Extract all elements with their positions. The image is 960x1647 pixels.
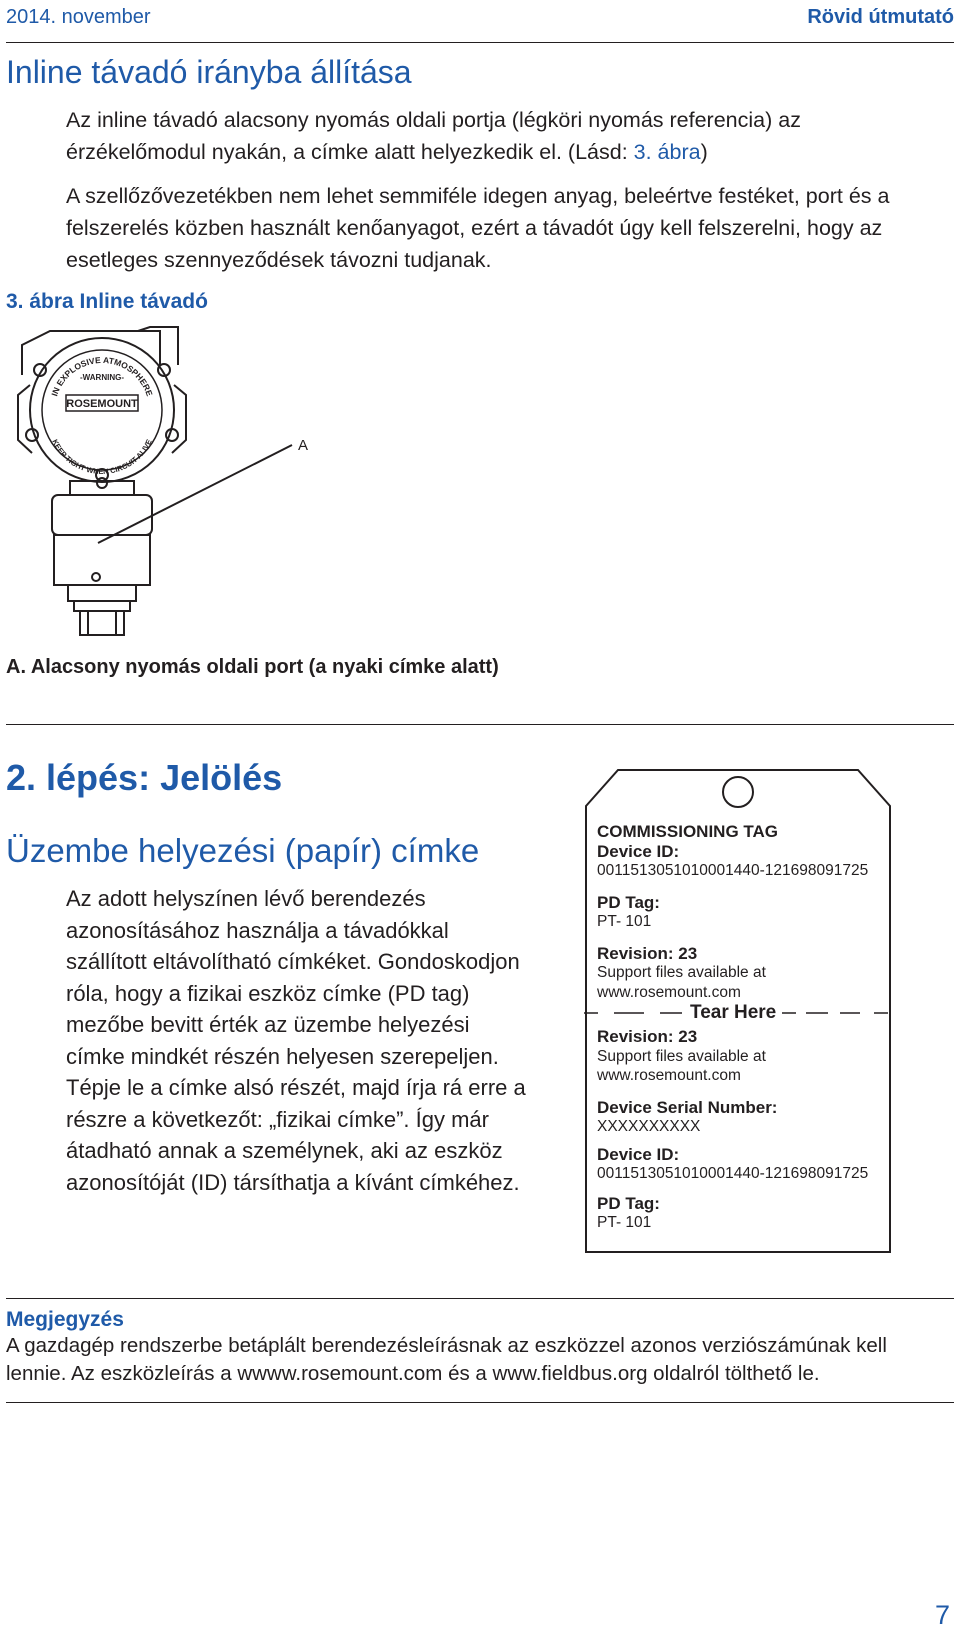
commissioning-tag-bottom (597, 1027, 889, 1233)
tag-support-b-line-2: www.rosemount.com (597, 1067, 741, 1084)
note-bottom-rule (6, 1402, 954, 1403)
housing-text-warning: -WARNING- (80, 373, 124, 382)
note-top-rule (6, 1298, 954, 1299)
tag-serial-label: Device Serial Number: (597, 1097, 778, 1117)
tag-revision: Revision: 23 (597, 943, 698, 963)
note-text: A gazdagép rendszerbe betáplált berendezésleírásnak az eszközzel azonos verziószámúnak kell lennie. Az eszközleírás a wwww.rosemount.com és a www.fieldbus.org oldalról tölthető le. (6, 1334, 887, 1385)
tag-revision-b: Revision: 23 (597, 1027, 698, 1046)
tag-support-b-line-1: Support files available at (597, 1047, 766, 1065)
tag-hole (723, 777, 753, 807)
tag-device-id-label: Device ID: (597, 841, 680, 861)
housing-text-top: IN EXPLOSIVE ATMOSPHERE (49, 354, 155, 398)
commissioning-tag (597, 822, 889, 1002)
inline-transmitter-figure (10, 325, 370, 655)
section-paragraph-2: A szellőzővezetékben nem lehet semmiféle idegen anyag, beleértve festéket, port és a felszerelés közben használt kenőanyagot, ezért a távadót úgy kell felszerelni, hogy az esetleges szennyeződések távozni tudjanak. (66, 184, 890, 272)
tag-title: COMMISSIONING TAG (597, 822, 779, 841)
tag-device-id-b: 0011513051010001440-121698091725 (597, 1165, 869, 1182)
step-subtitle: Üzembe helyezési (papír) címke (6, 832, 480, 869)
tag-pd-tag-label-b: PD Tag: (597, 1193, 660, 1213)
header-date: 2014. november (6, 6, 151, 28)
section-paragraph-1 (66, 104, 946, 168)
housing-top-right-lug (138, 327, 178, 365)
tag-device-id: 0011513051010001440-121698091725 (597, 862, 869, 879)
housing-text-bottom: KEEP TIGHT WHEN CIRCUIT ALIVE (50, 437, 154, 477)
tag-device-id-label-b: Device ID: (597, 1144, 680, 1164)
tag-serial: XXXXXXXXXX (597, 1118, 701, 1135)
housing-brand-label: ROSEMOUNT (66, 398, 138, 410)
header-rule (6, 42, 954, 43)
tag-tear-here: Tear Here (690, 1002, 777, 1023)
section-rule (6, 724, 954, 725)
header-doc-type: Rövid útmutató (807, 6, 954, 28)
step-body-text: Az adott helyszínen lévő berendezés azonosításához használja a távadókkal szállított eltávolítható címkéket. Gondoskodjon róla, hogy a fizikai eszköz címke (PD tag) mezőbe bevitt érték az üzembe helyezési címke mindkét részén helyesen szerepeljen. Tépje le a címke alsó részét, majd írja rá erre a részre a következőt: „fizikai címke”. Így már átadható annak a személynek, aki az eszköz azonosítóját (ID) társíthatja a kívánt címkéhez. (66, 886, 526, 1195)
paragraph-1-end: ) (700, 140, 708, 164)
paragraph-1-text: Az inline távadó alacsony nyomás oldali portja (légköri nyomás referencia) az érzékelőmodul nyakán, a címke alatt helyezkedik el. (Lásd: (66, 108, 801, 164)
figure-caption: 3. ábra Inline távadó (6, 290, 208, 313)
tag-pd-tag: PT- 101 (597, 913, 652, 930)
note-title: Megjegyzés (6, 1308, 124, 1331)
step-title: 2. lépés: Jelölés (6, 757, 283, 798)
callout-letter: A (298, 437, 309, 454)
page-number: 7 (934, 1600, 950, 1630)
figure-reference-link[interactable]: 3. ábra (633, 140, 701, 164)
tag-support-line-2: www.rosemount.com (597, 983, 741, 1001)
tag-pd-tag-label: PD Tag: (597, 892, 660, 912)
tag-pd-tag-b: PT- 101 (597, 1214, 652, 1231)
section-title: Inline távadó irányba állítása (6, 54, 412, 90)
tag-support-line-1: Support files available at (597, 964, 766, 981)
figure-legend: A. Alacsony nyomás oldali port (a nyaki címke alatt) (6, 656, 499, 678)
section-body (66, 104, 946, 288)
